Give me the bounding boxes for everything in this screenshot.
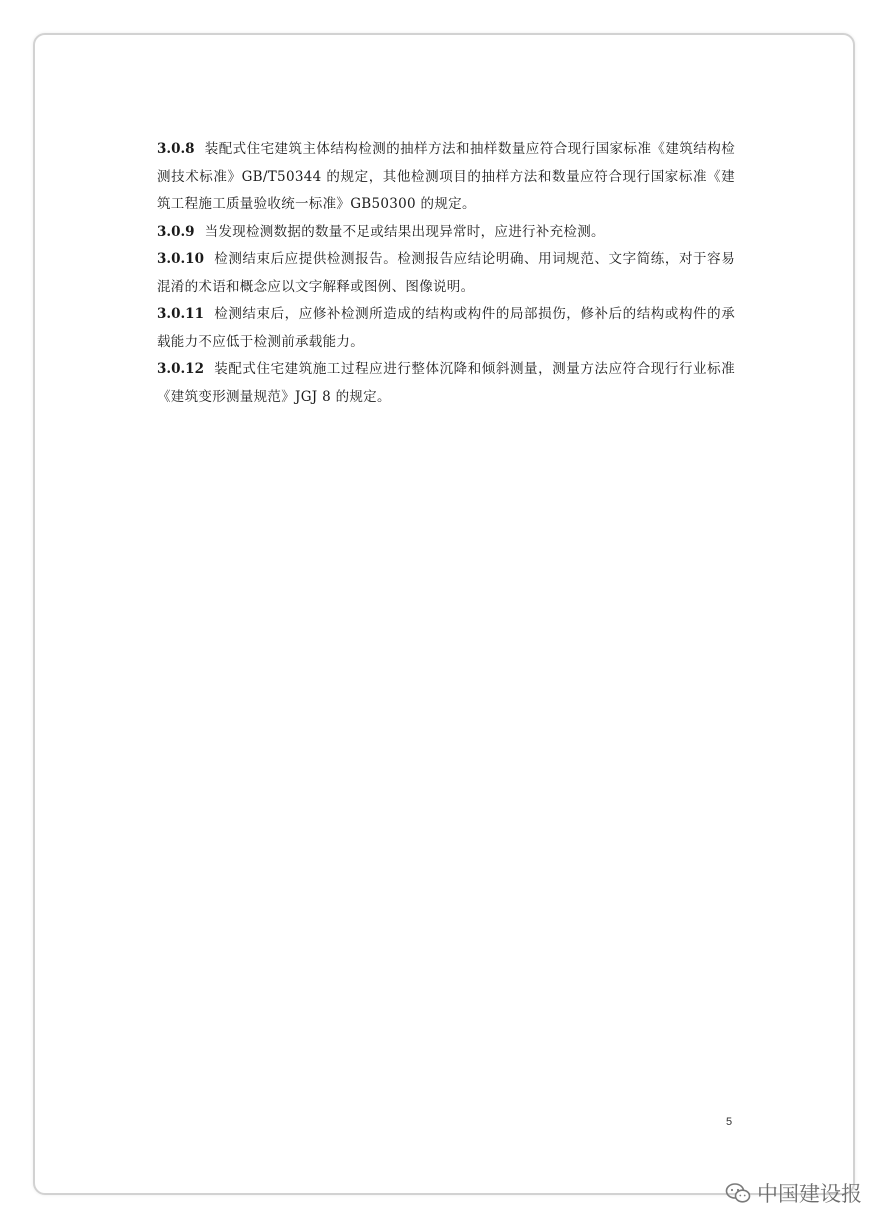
watermark-text: 中国建设报 (757, 1182, 862, 1206)
wechat-icon (725, 1182, 751, 1204)
clause-text: 当发现检测数据的数量不足或结果出现异常时，应进行补充检测。 (204, 223, 605, 240)
clause-number: 3.0.9 (157, 223, 195, 240)
clause-3-0-9 (157, 219, 735, 247)
clause-number: 3.0.11 (157, 306, 204, 322)
page-number: 5 (726, 1116, 733, 1128)
clause-text: 检测结束后，应修补检测所造成的结构或构件的局部损伤，修补后的结构或构件的承载能力不应低于检测前承载能力。 (157, 306, 735, 350)
clause-number: 3.0.8 (157, 141, 195, 157)
watermark (725, 1178, 862, 1208)
clause-number: 3.0.12 (157, 361, 204, 377)
clause-number: 3.0.10 (157, 251, 204, 267)
document-body (157, 136, 735, 411)
clause-text: 检测结束后应提供检测报告。检测报告应结论明确、用词规范、文字简练，对于容易混淆的术语和概念应以文字解释或图例、图像说明。 (157, 251, 735, 295)
clause-3-0-8 (157, 136, 735, 219)
clause-3-0-11 (157, 301, 735, 356)
clause-3-0-10 (157, 246, 735, 301)
clause-text: 装配式住宅建筑施工过程应进行整体沉降和倾斜测量，测量方法应符合现行行业标准《建筑变形测量规范》JGJ 8 的规定。 (157, 361, 735, 405)
clause-3-0-12 (157, 356, 735, 411)
clause-text: 装配式住宅建筑主体结构检测的抽样方法和抽样数量应符合现行国家标准《建筑结构检测技术标准》GB/T50344 的规定，其他检测项目的抽样方法和数量应符合现行国家标准《建筑工程施工质量验收统一标准》GB50300 的规定。 (157, 141, 735, 212)
